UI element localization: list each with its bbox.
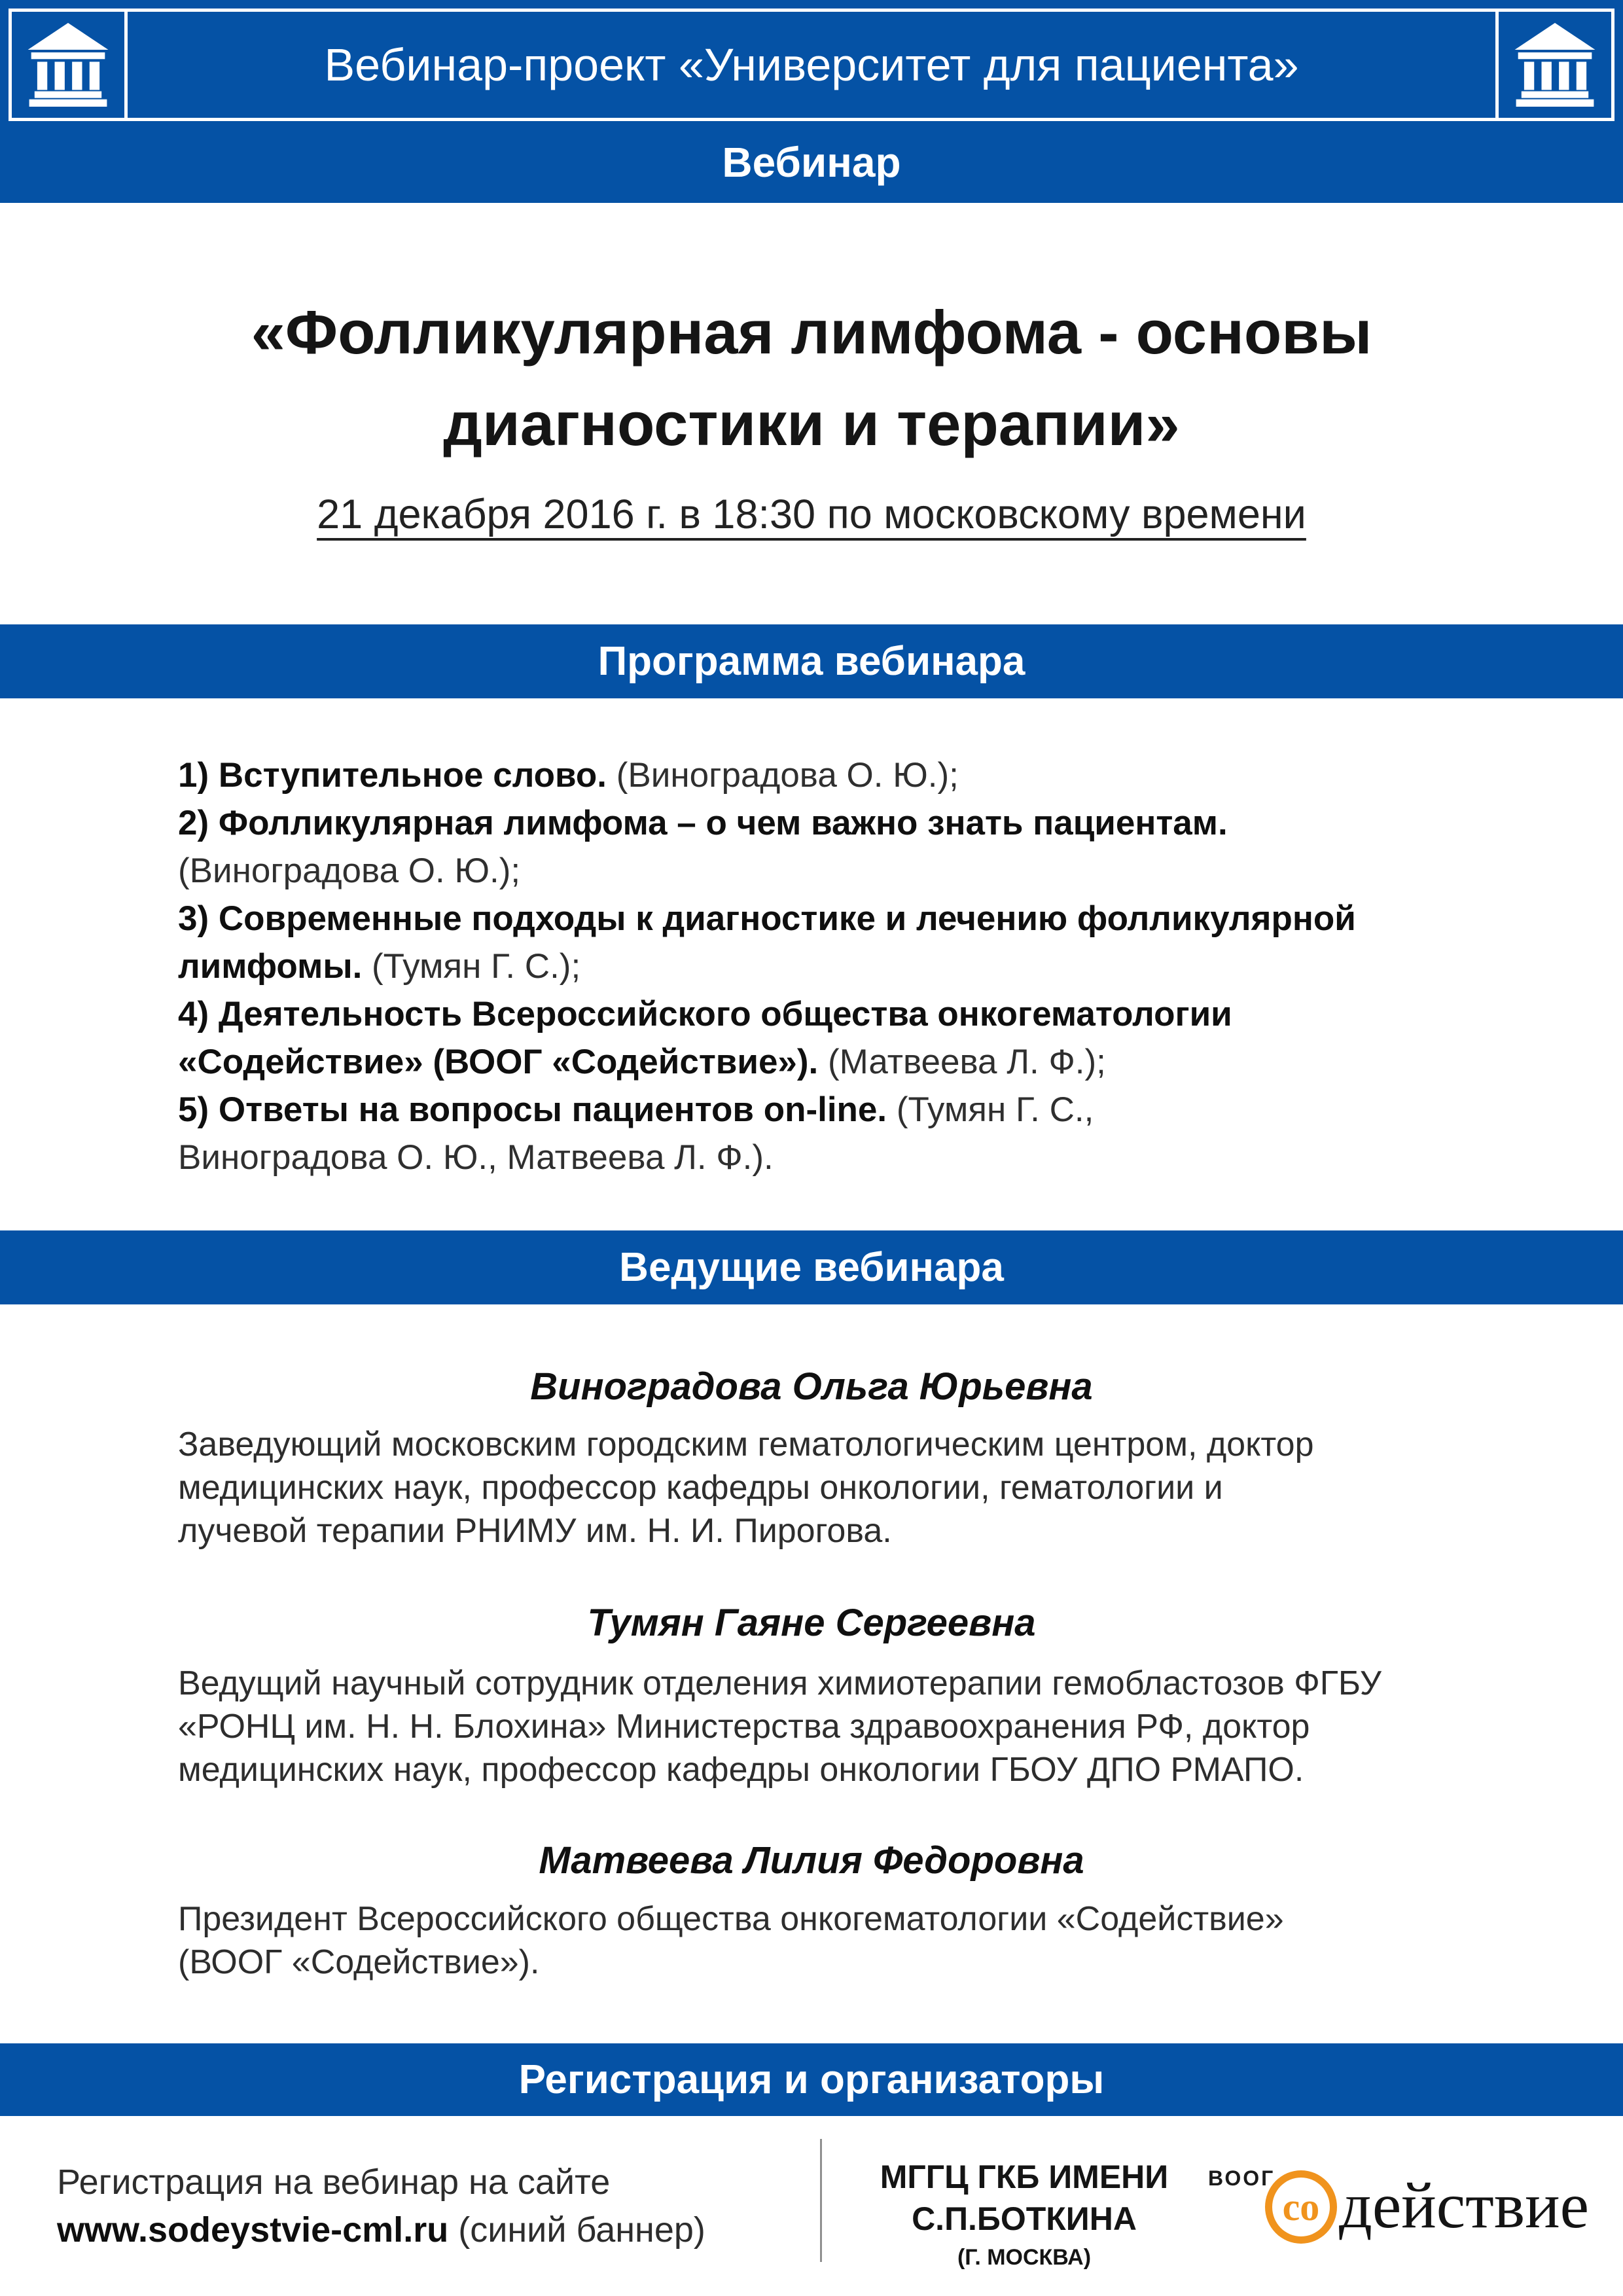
top-banner (0, 0, 1623, 203)
registration-section-title: Регистрация и организаторы (518, 2057, 1105, 2102)
sodeystvie-logo-wordmark: действие (1339, 2169, 1589, 2242)
university-columns-icon (1514, 23, 1596, 107)
sodeystvie-logo-co: со (1282, 2185, 1320, 2229)
program-item-speaker: (Тумян Г. С., (887, 1090, 1094, 1129)
event-datetime (0, 491, 1623, 538)
event-datetime-text: 21 декабря 2016 г. в 18:30 по московскому времени (317, 492, 1306, 537)
program-item (178, 799, 1480, 847)
program-item (178, 1038, 1480, 1086)
speaker-name: Матвеева Лилия Федоровна (539, 1839, 1084, 1882)
banner-frame (9, 9, 1614, 121)
speakers-section-bar (0, 1230, 1623, 1304)
program-item-speaker: (Матвеева Л. Ф.); (818, 1043, 1106, 1081)
footer-divider (820, 2139, 822, 2262)
speaker-description-line: «РОНЦ им. Н. Н. Блохина» Министерства здравоохранения РФ, доктор (178, 1708, 1310, 1746)
program-item (178, 847, 1480, 895)
program-item (178, 751, 1480, 799)
speaker-description-line: медицинских наук, профессор кафедры онкологии, гематологии и (178, 1469, 1223, 1507)
voog-label: ВООГ (1208, 2166, 1275, 2190)
speaker-description-line: лучевой терапии РНИМУ им. Н. И. Пирогова. (178, 1512, 892, 1550)
program-item-topic: 5) Ответы на вопросы пациентов on-line. (178, 1090, 887, 1129)
speakers-section-title: Ведущие вебинара (619, 1245, 1004, 1290)
program-item (178, 1134, 1480, 1181)
organizer-line1: МГГЦ ГКБ ИМЕНИ (880, 2159, 1169, 2195)
program-item (178, 990, 1480, 1038)
program-item (178, 895, 1480, 942)
registration-site-link[interactable]: www.sodeystvie-cml.ru (57, 2210, 449, 2250)
program-item-topic: 2) Фолликулярная лимфома – о чем важно знать пациентам. (178, 804, 1228, 842)
speaker-description-line: медицинских наук, профессор кафедры онкологии ГБОУ ДПО РМАПО. (178, 1751, 1304, 1789)
webinar-subtitle: Вебинар (722, 138, 901, 186)
program-item-speaker: Виноградова О. Ю., Матвеева Л. Ф.). (178, 1138, 774, 1177)
event-title-line2: диагностики и терапии» (443, 389, 1180, 458)
program-item-topic: «Содействие» (ВООГ «Содействие»). (178, 1043, 819, 1081)
program-item-topic: 1) Вступительное слово. (178, 756, 607, 795)
registration-info (57, 2159, 705, 2254)
speaker-name: Виноградова Ольга Юрьевна (530, 1365, 1093, 1408)
banner-right-icon-box (1495, 9, 1614, 121)
program-item-speaker: (Виноградова О. Ю.); (178, 852, 521, 890)
program-section-title: Программа вебинара (597, 639, 1026, 684)
event-title-line1: «Фолликулярная лимфома - основы (251, 298, 1372, 367)
program-item-speaker: (Тумян Г. С.); (362, 947, 581, 986)
speaker-name: Тумян Гаяне Сергеевна (587, 1602, 1036, 1644)
project-title: Вебинар-проект «Университет для пациента» (324, 39, 1299, 90)
registration-note: (синий баннер) (448, 2210, 705, 2250)
program-list (178, 751, 1480, 1181)
program-item (178, 1086, 1480, 1134)
speaker-description-line: Президент Всероссийского общества онкогематологии «Содействие» (178, 1900, 1284, 1938)
program-item-topic: 3) Современные подходы к диагностике и лечению фолликулярной (178, 899, 1356, 938)
program-item (178, 942, 1480, 990)
registration-section-bar (0, 2043, 1623, 2116)
organizer-hospital (844, 2156, 1204, 2272)
program-section-bar (0, 624, 1623, 698)
speaker-description (178, 1662, 1487, 1791)
banner-title-box (124, 9, 1499, 121)
program-item-topic: 4) Деятельность Всероссийского общества онкогематологии (178, 995, 1232, 1033)
organizer-line2: С.П.БОТКИНА (912, 2200, 1137, 2237)
banner-left-icon-box (9, 9, 128, 121)
speaker-description-line: (ВООГ «Содействие»). (178, 1943, 540, 1981)
program-item-speaker: (Виноградова О. Ю.); (607, 756, 959, 795)
registration-line1: Регистрация на вебинар на сайте (57, 2162, 611, 2202)
registration-line2 (57, 2206, 705, 2254)
speaker-description-line: Заведующий московским городским гематологическим центром, доктор (178, 1426, 1314, 1463)
program-item-topic: лимфомы. (178, 947, 363, 986)
speaker-description-line: Ведущий научный сотрудник отделения химиотерапии гемобластозов ФГБУ (178, 1664, 1382, 1702)
sodeystvie-logo-ring-icon (1265, 2170, 1337, 2244)
event-title (0, 287, 1623, 470)
organizer-city: (Г. МОСКВА) (957, 2245, 1092, 2270)
speaker-description (178, 1423, 1487, 1552)
speaker-description (178, 1897, 1487, 1984)
university-columns-icon (27, 23, 109, 107)
